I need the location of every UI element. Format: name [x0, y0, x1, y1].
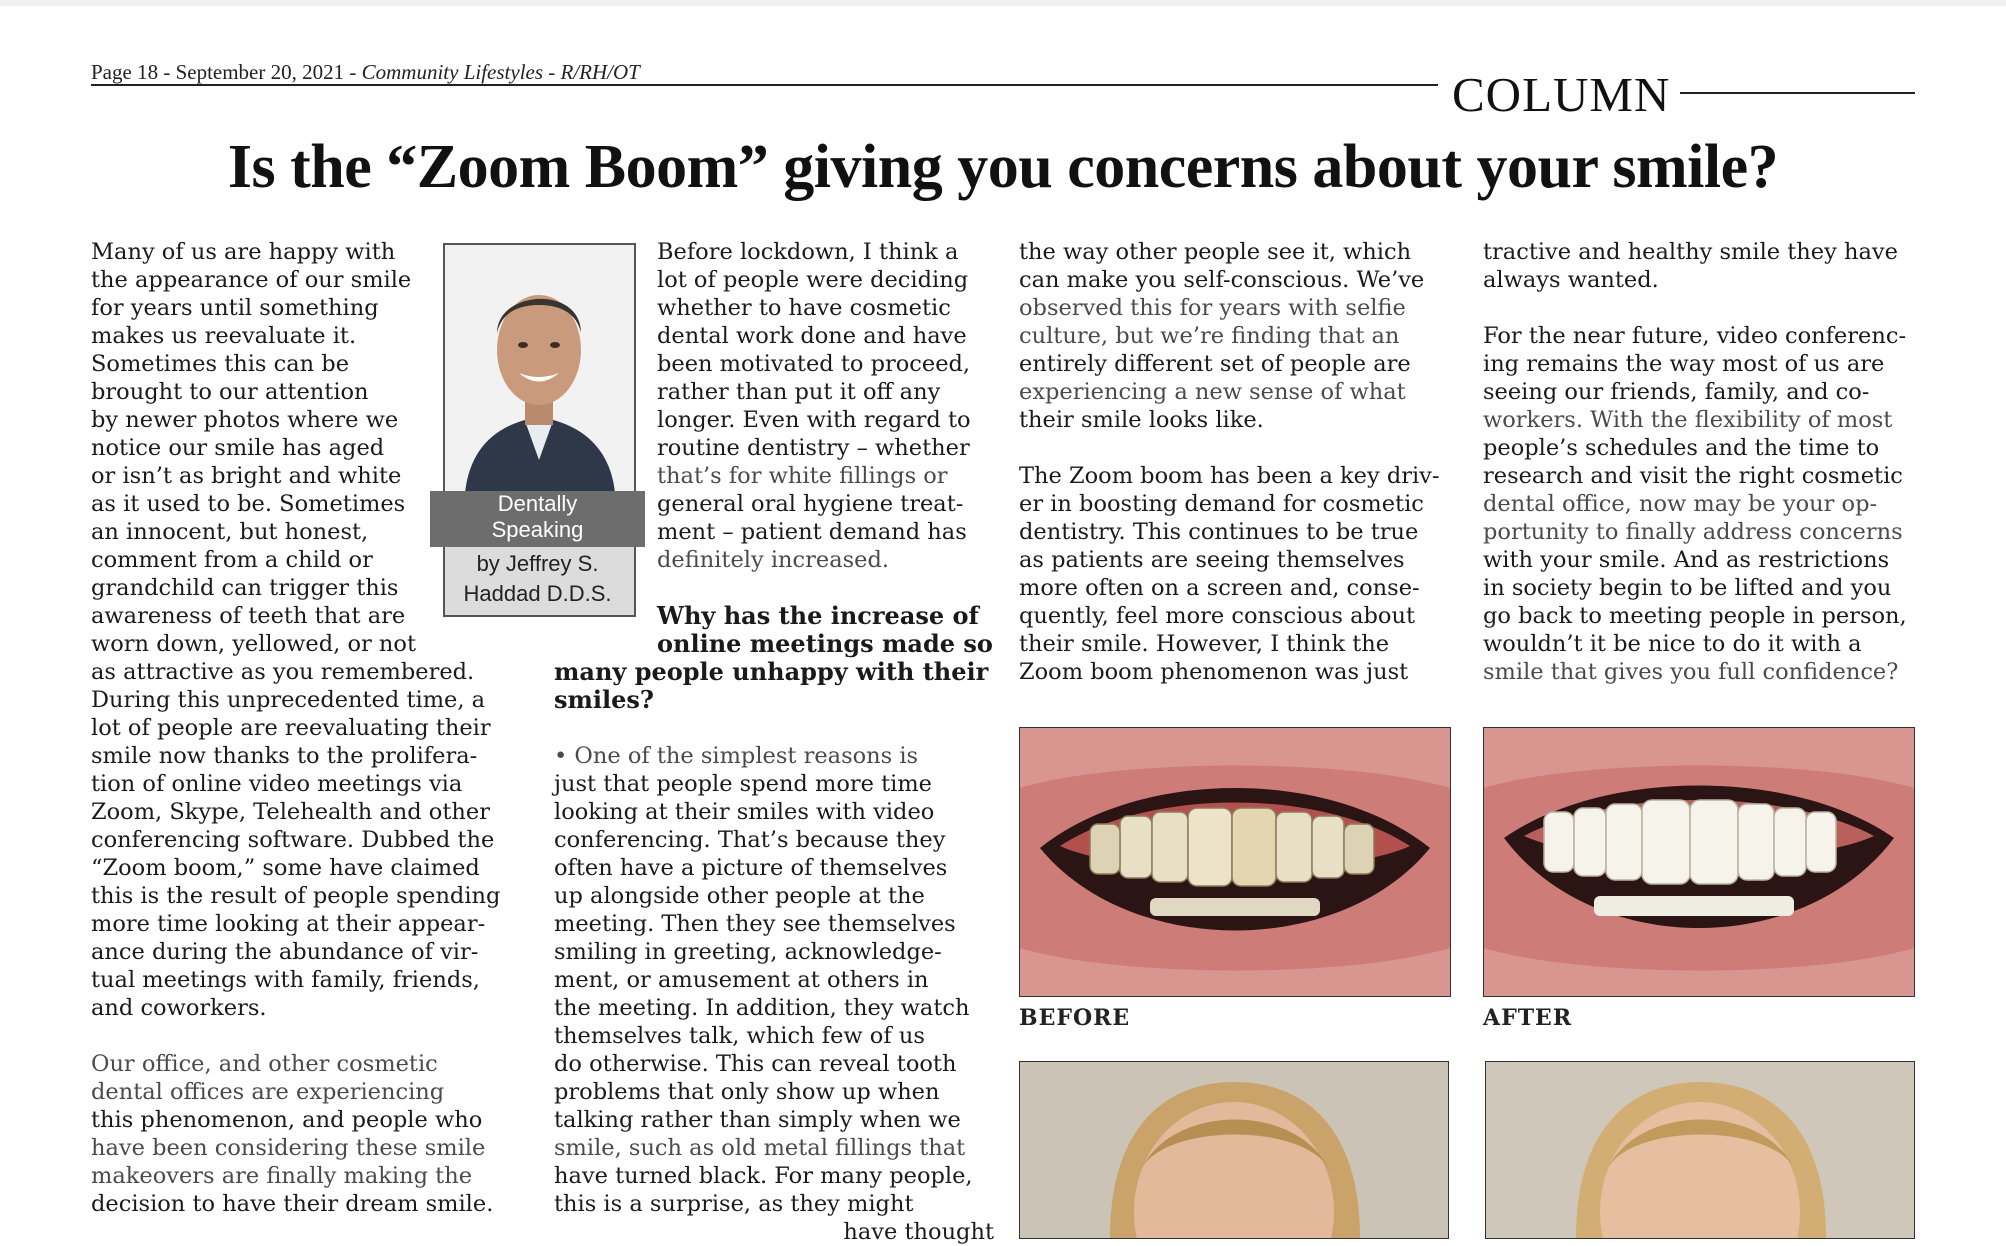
col2-para2-line: problems that only show up when	[554, 1079, 940, 1105]
col4-para2-line: ing remains the way most of us are	[1483, 351, 1885, 377]
header-rule-right	[1680, 92, 1915, 94]
publication-name: Community Lifestyles - R/RH/OT	[361, 60, 640, 84]
col3-para1-line: observed this for years with selfie	[1019, 295, 1406, 321]
col1-para1-line: smile now thanks to the prolifera-	[91, 743, 478, 769]
col1-para1-line: notice our smile has aged	[91, 435, 385, 461]
col2-para2-line: this is a surprise, as they might	[554, 1191, 914, 1217]
byline-line-1: by Jeffrey S.	[476, 551, 599, 576]
subhead-line-3: many people unhappy with their	[554, 657, 989, 686]
col4-para2-line: workers. With the flexibility of most	[1483, 407, 1893, 433]
col4-para2-line: people’s schedules and the time to	[1483, 435, 1880, 461]
subhead-line-2: online meetings made so	[657, 629, 993, 658]
col1-para1-line: During this unprecedented time, a	[91, 687, 486, 713]
col2-para2-line: looking at their smiles with video	[554, 799, 935, 825]
col2-para1-line: definitely increased.	[657, 547, 890, 573]
col2-para1-line: rather than put it off any	[657, 379, 941, 405]
col1-para1-line: makes us reevaluate it.	[91, 323, 357, 349]
col2-para2-line: • One of the simplest reasons is	[554, 743, 919, 769]
col1-para1-line: worn down, yellowed, or not	[91, 631, 416, 657]
col1-para2-line: Our office, and other cosmetic	[91, 1051, 438, 1077]
col4-para1-line: tractive and healthy smile they have	[1483, 239, 1898, 265]
after-teeth-image	[1484, 728, 1914, 996]
page-info: Page 18 - September 20, 2021 -	[91, 60, 362, 84]
col4-para2	[1483, 322, 1923, 686]
col2-para2-line: just that people spend more time	[554, 771, 932, 797]
col1-para1-line: or isn’t as bright and white	[91, 463, 402, 489]
col1-para1-line: and coworkers.	[91, 995, 267, 1021]
after-face-photo	[1485, 1061, 1915, 1239]
col4-para2-line: with your smile. And as restrictions	[1483, 547, 1890, 573]
col1-para1-line: more time looking at their appear-	[91, 911, 486, 937]
before-teeth-image	[1020, 728, 1450, 996]
col2-para2-line: conferencing. That’s because they	[554, 827, 946, 853]
col3-para1-line: can make you self-conscious. We’ve	[1019, 267, 1425, 293]
col1-para2-line: decision to have their dream smile.	[91, 1191, 494, 1217]
col4-para1	[1483, 238, 1923, 294]
col1-para1-line: by newer photos where we	[91, 407, 399, 433]
before-face-image	[1020, 1062, 1448, 1238]
col1-para2-line: dental offices are experiencing	[91, 1079, 445, 1105]
col4-para2-line: wouldn’t it be nice to do it with a	[1483, 631, 1862, 657]
column-3	[1019, 238, 1459, 686]
col2-para2-line: themselves talk, which few of us	[554, 1023, 925, 1049]
col2-para2-line: ment, or amusement at others in	[554, 967, 929, 993]
col3-para2-line: more often on a screen and, conse-	[1019, 575, 1420, 601]
column-2	[554, 238, 994, 1246]
byline-line-2: Haddad D.D.S.	[463, 581, 612, 606]
col3-para2-line: dentistry. This continues to be true	[1019, 519, 1419, 545]
col4-para2-line: seeing our friends, family, and co-	[1483, 379, 1870, 405]
band-line-2: Speaking	[491, 517, 584, 542]
col3-para1-line: the way other people see it, which	[1019, 239, 1412, 265]
col2-para1-line: that’s for white fillings or	[657, 463, 948, 489]
col3-para2-line: The Zoom boom has been a key driv-	[1019, 463, 1440, 489]
col1-para1-line: lot of people are reevaluating their	[91, 715, 491, 741]
col2-para2	[554, 742, 994, 1246]
col1-para1-line: awareness of teeth that are	[91, 603, 406, 629]
col3-para1-line: experiencing a new sense of what	[1019, 379, 1406, 405]
header-rule-left	[91, 84, 1438, 86]
col1-para1-line: conferencing software. Dubbed the	[91, 827, 495, 853]
section-label: COLUMN	[1452, 67, 1671, 122]
col1-para1-line: Sometimes this can be	[91, 351, 350, 377]
col1-para1-line: comment from a child or	[91, 547, 373, 573]
page-top-edge	[0, 0, 2006, 6]
col2-para2-line: meeting. Then they see themselves	[554, 911, 956, 937]
col1-para2-line: this phenomenon, and people who	[91, 1107, 483, 1133]
col2-para2-line: have thought	[843, 1219, 994, 1245]
before-label: BEFORE	[1019, 1005, 1131, 1031]
col3-para1-line: their smile looks like.	[1019, 407, 1264, 433]
col4-para1-line: always wanted.	[1483, 267, 1659, 293]
col1-para2-line: have been considering these smile	[91, 1135, 486, 1161]
col4-para2-line: research and visit the right cosmetic	[1483, 463, 1903, 489]
col2-para1-line: routine dentistry – whether	[657, 435, 970, 461]
col3-para1	[1019, 238, 1459, 434]
col4-para2-line: in society begin to be lifted and you	[1483, 575, 1892, 601]
before-smile-photo	[1019, 727, 1451, 997]
col2-para1-line: longer. Even with regard to	[657, 407, 971, 433]
before-face-photo	[1019, 1061, 1449, 1239]
col2-para2-line: often have a picture of themselves	[554, 855, 948, 881]
col2-para1-line: dental work done and have	[657, 323, 967, 349]
col1-para1-line: Many of us are happy with	[91, 239, 396, 265]
col2-subhead	[554, 602, 994, 714]
col4-para2-line: portunity to finally address concerns	[1483, 519, 1903, 545]
col1-para2-line: makeovers are finally making the	[91, 1163, 473, 1189]
col3-para2-line: Zoom boom phenomenon was just	[1019, 659, 1409, 685]
col1-para1-line: tual meetings with family, friends,	[91, 967, 480, 993]
col2-para2-line: up alongside other people at the	[554, 883, 925, 909]
col1-para1-line: an innocent, but honest,	[91, 519, 369, 545]
band-line-1: Dentally	[497, 491, 578, 516]
after-smile-photo	[1483, 727, 1915, 997]
col4-para2-line: go back to meeting people in person,	[1483, 603, 1907, 629]
col2-para2-line: smile, such as old metal fillings that	[554, 1135, 966, 1161]
col2-para2-line: smiling in greeting, acknowledge-	[554, 939, 942, 965]
col1-para2	[91, 1050, 521, 1218]
subhead-line-4: smiles?	[554, 685, 654, 714]
col1-para1-line: the appearance of our smile	[91, 267, 412, 293]
page-folio	[91, 60, 640, 85]
col1-para1-line: ance during the abundance of vir-	[91, 939, 479, 965]
col2-para2-line: the meeting. In addition, they watch	[554, 995, 970, 1021]
col3-para2-line: quently, feel more conscious about	[1019, 603, 1415, 629]
col2-para1-line: whether to have cosmetic	[657, 295, 951, 321]
col2-para2-line: have turned black. For many people,	[554, 1163, 973, 1189]
column-4	[1483, 238, 1923, 686]
col2-para1-line: Before lockdown, I think a	[657, 239, 959, 265]
col1-para1-line: “Zoom boom,” some have claimed	[91, 855, 480, 881]
col4-para2-line: For the near future, video conferenc-	[1483, 323, 1907, 349]
after-label: AFTER	[1483, 1005, 1573, 1031]
col2-para2-line: do otherwise. This can reveal tooth	[554, 1051, 957, 1077]
col2-para2-line: talking rather than simply when we	[554, 1107, 961, 1133]
col3-para1-line: entirely different set of people are	[1019, 351, 1411, 377]
col1-para1-line: tion of online video meetings via	[91, 771, 463, 797]
col2-para1-line: general oral hygiene treat-	[657, 491, 964, 517]
col3-para2-line: as patients are seeing themselves	[1019, 547, 1405, 573]
col3-para1-line: culture, but we’re finding that an	[1019, 323, 1400, 349]
col1-para1-line: as it used to be. Sometimes	[91, 491, 406, 517]
article-headline: Is the “Zoom Boom” giving you concerns about your smile?	[227, 133, 1779, 201]
subhead-line-1: Why has the increase of	[657, 601, 979, 630]
col1-para1-line: grandchild can trigger this	[91, 575, 399, 601]
col3-para2-line: their smile. However, I think the	[1019, 631, 1390, 657]
col2-para1-line: lot of people were deciding	[657, 267, 969, 293]
col2-para1-line: been motivated to proceed,	[657, 351, 971, 377]
col1-para1-line: this is the result of people spending	[91, 883, 501, 909]
col1-para1-line: brought to our attention	[91, 379, 369, 405]
col3-para2-line: er in boosting demand for cosmetic	[1019, 491, 1424, 517]
col4-para2-line: dental office, now may be your op-	[1483, 491, 1878, 517]
col1-para1-line: Zoom, Skype, Telehealth and other	[91, 799, 490, 825]
col2-para1-line: ment – patient demand has	[657, 519, 967, 545]
col1-para1-line: as attractive as you remembered.	[91, 659, 475, 685]
col2-para1	[554, 238, 994, 574]
col3-para2	[1019, 462, 1459, 686]
col4-para2-line: smile that gives you full confidence?	[1483, 659, 1899, 685]
after-face-image	[1486, 1062, 1914, 1238]
col1-para1-line: for years until something	[91, 295, 379, 321]
